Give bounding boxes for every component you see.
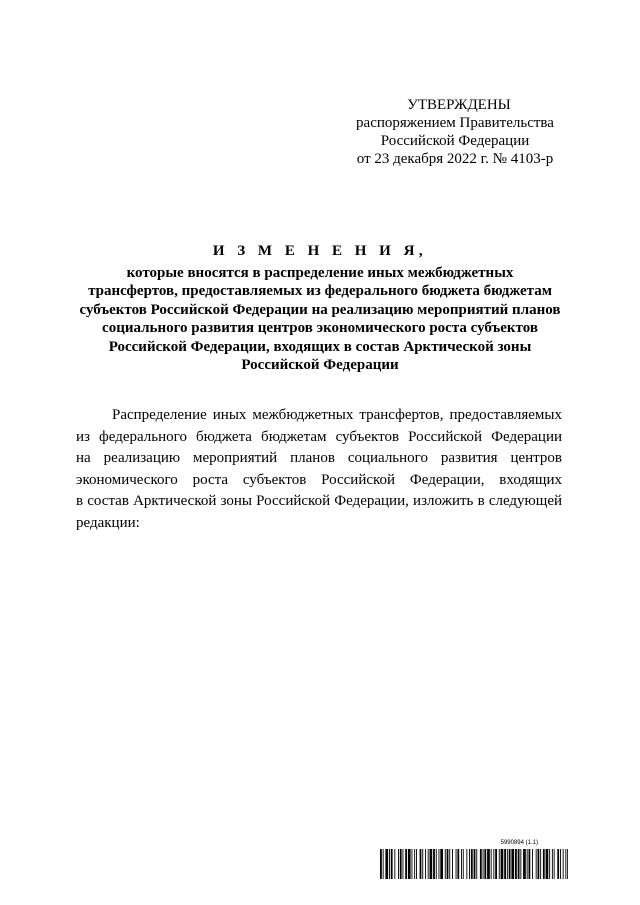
body-line: на реализацию мероприятий планов социального развития центров [76, 450, 562, 467]
approval-title: УТВЕРЖДЕНЫ [407, 97, 511, 113]
subtitle-line: Российской Федерации, входящих в состав Арктической зоны [108, 338, 532, 355]
subtitle-line: субъектов Российской Федерации на реализацию мероприятий планов [79, 301, 561, 318]
subtitle-line: которые вносятся в распределение иных межбюджетных [126, 265, 514, 281]
subtitle-line: Российской Федерации [241, 357, 399, 374]
document-subtitle [68, 264, 572, 374]
subtitle-line: трансфертов, предоставляемых из федерального бюджета бюджетам [88, 283, 552, 300]
body-line: в состав Арктической зоны Российской Федерации, изложить в следующей [76, 493, 562, 510]
approval-line-2: Российской Федерации [380, 133, 530, 149]
body-line: редакции: [76, 514, 140, 531]
document-title: И З М Е Н Е Н И Я, [212, 243, 428, 259]
barcode-icon [380, 849, 568, 879]
body-line: экономического роста субъектов Российской Федерации, входящих [76, 471, 562, 488]
approval-line-1: распоряжением Правительства [356, 115, 554, 131]
body-line: из федерального бюджета бюджетам субъектов Российской Федерации [76, 428, 562, 445]
barcode-block [380, 840, 568, 880]
barcode-number: 5990894 (1.1) [500, 840, 538, 846]
body-paragraph [76, 405, 562, 535]
approval-line-3: от 23 декабря 2022 г. № 4103-р [356, 151, 554, 167]
subtitle-line: социального развития центров экономического роста субъектов [102, 320, 538, 337]
body-line: Распределение иных межбюджетных трансфертов, предоставляемых [112, 407, 562, 423]
approval-stamp [340, 96, 570, 168]
